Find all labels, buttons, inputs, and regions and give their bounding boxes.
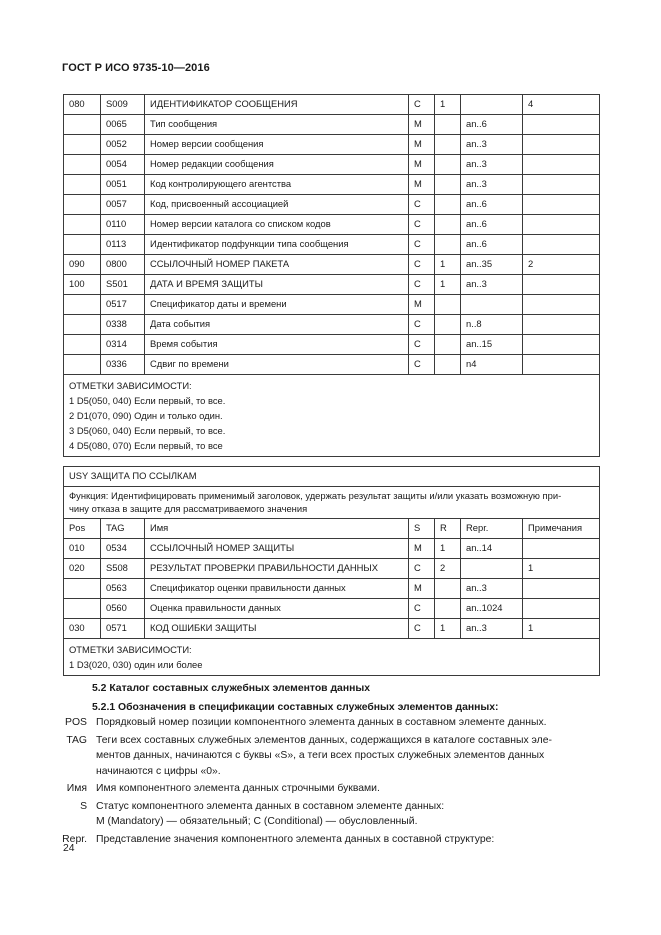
cell-note: 1 [523,619,600,639]
col-header-tag: TAG [101,519,145,539]
cell-pos: 010 [64,539,101,559]
cell-name: ССЫЛОЧНЫЙ НОМЕР ЗАЩИТЫ [145,539,409,559]
definition-text: M (Mandatory) — обязательный; C (Conditional) — обусловленный. [96,816,418,827]
cell-note [523,599,600,619]
dependency-note: 2 D1(070, 090) Один и только один. [69,410,223,421]
definition-text: ментов данных, начинаются с буквы «S», а теги всех простых служебных элементов данных [96,750,545,761]
cell-r: 1 [435,619,461,639]
cell-repr: an..3 [461,579,523,599]
cell-name: ССЫЛОЧНЫЙ НОМЕР ПАКЕТА [145,255,409,275]
cell-r [435,295,461,315]
notes-title: ОТМЕТКИ ЗАВИСИМОСТИ: [69,380,192,391]
table-row [64,115,600,135]
cell-s: C [409,619,435,639]
cell-repr: an..6 [461,115,523,135]
cell-name: Идентификатор подфункции типа сообщения [145,235,409,255]
definition-text: Статус компонентного элемента данных в составном элементе данных: [96,800,445,812]
cell-tag: 0051 [101,175,145,195]
cell-pos [64,155,101,175]
definition-term: TAG [66,734,87,746]
cell-note: 1 [523,559,600,579]
cell-name: РЕЗУЛЬТАТ ПРОВЕРКИ ПРАВИЛЬНОСТИ ДАННЫХ [145,559,409,579]
table-row [64,295,600,315]
cell-note [523,115,600,135]
dependency-notes [64,639,600,676]
cell-note [523,539,600,559]
definition-text: Имя компонентного элемента данных строчными буквами. [96,783,380,794]
notes-title: ОТМЕТКИ ЗАВИСИМОСТИ: [69,644,192,655]
cell-s: M [409,135,435,155]
cell-repr: an..3 [461,619,523,639]
function-line-2: чину отказа в защите для рассматриваемого значения [69,502,308,514]
cell-r: 1 [435,95,461,115]
cell-repr: an..1024 [461,599,523,619]
cell-pos [64,215,101,235]
definition-item [60,781,600,797]
cell-s: C [409,275,435,295]
cell-s: C [409,599,435,619]
cell-s: M [409,539,435,559]
cell-pos: 030 [64,619,101,639]
col-header-r: R [435,519,461,539]
cell-s: C [409,355,435,375]
cell-name: Спецификатор даты и времени [145,295,409,315]
dependency-notes [64,375,600,457]
table-row [64,195,600,215]
cell-pos [64,115,101,135]
cell-pos: 090 [64,255,101,275]
cell-s: C [409,255,435,275]
function-line-1: Функция: Идентифицировать применимый заголовок, удержать результат защиты и/или указать возможную при- [69,490,562,501]
col-header-repr: Repr. [461,519,523,539]
cell-pos [64,335,101,355]
cell-pos [64,599,101,619]
definition-term: POS [65,717,87,728]
table-row [64,619,600,639]
table-row [64,235,600,255]
col-header-pos: Pos [64,519,101,539]
col-header-note: Примечания [523,519,600,539]
cell-tag: 0052 [101,135,145,155]
table-row [64,175,600,195]
cell-tag: 0065 [101,115,145,135]
cell-name: Спецификатор оценки правильности данных [145,579,409,599]
cell-repr: an..3 [461,135,523,155]
cell-tag: 0800 [101,255,145,275]
table-row [64,215,600,235]
cell-s: C [409,335,435,355]
cell-r [435,335,461,355]
cell-r [435,599,461,619]
cell-r [435,155,461,175]
table-row [64,155,600,175]
dependency-note: 1 D3(020, 030) один или более [69,659,203,670]
table-row [64,539,600,559]
cell-name: Номер версии сообщения [145,135,409,155]
cell-tag: S009 [101,95,145,115]
dependency-note: 3 D5(060, 040) Если первый, то все. [69,425,226,436]
cell-repr: an..3 [461,175,523,195]
cell-pos [64,295,101,315]
cell-note: 2 [523,255,600,275]
definition-term: Имя [66,783,87,794]
cell-name: Дата события [145,315,409,335]
cell-pos [64,175,101,195]
cell-tag: 0054 [101,155,145,175]
cell-name: Код, присвоенный ассоциацией [145,195,409,215]
cell-s: M [409,115,435,135]
segment-table-1 [63,94,600,457]
cell-pos [64,195,101,215]
table-row [64,559,600,579]
table-row [64,95,600,115]
cell-name: Тип сообщения [145,115,409,135]
cell-tag: 0534 [101,539,145,559]
cell-s: C [409,559,435,579]
cell-pos [64,235,101,255]
definition-text: Порядковый номер позиции компонентного элемента данных в составном элементе данных. [96,717,547,728]
cell-repr: an..6 [461,235,523,255]
cell-name: Номер версии каталога со списком кодов [145,215,409,235]
table-row [64,135,600,155]
cell-s: C [409,195,435,215]
segment-table-usy [63,466,600,676]
table-row [64,315,600,335]
table-row [64,355,600,375]
cell-r [435,315,461,335]
cell-repr: an..14 [461,539,523,559]
cell-s: C [409,95,435,115]
cell-note [523,215,600,235]
cell-note [523,235,600,255]
cell-repr: an..15 [461,335,523,355]
cell-name: Код контролирующего агентства [145,175,409,195]
header-row [64,519,600,539]
cell-name: КОД ОШИБКИ ЗАЩИТЫ [145,619,409,639]
cell-r [435,235,461,255]
cell-name: Оценка правильности данных [145,599,409,619]
cell-pos: 080 [64,95,101,115]
cell-tag: 0113 [101,235,145,255]
table-row [64,579,600,599]
cell-note [523,175,600,195]
cell-r [435,579,461,599]
cell-note: 4 [523,95,600,115]
cell-s: C [409,215,435,235]
definition-item [60,733,600,780]
cell-tag: 0336 [101,355,145,375]
cell-pos: 020 [64,559,101,579]
cell-tag: 0057 [101,195,145,215]
cell-repr [461,95,523,115]
cell-repr: n4 [461,355,523,375]
section-heading-5-2: 5.2 Каталог составных служебных элементов данных [92,683,371,694]
cell-tag: 0571 [101,619,145,639]
cell-s: M [409,295,435,315]
cell-pos [64,579,101,599]
cell-repr: an..3 [461,155,523,175]
cell-name: Номер редакции сообщения [145,155,409,175]
cell-note [523,295,600,315]
cell-pos [64,315,101,335]
segment-function [64,487,600,519]
segment-title: USY ЗАЩИТА ПО ССЫЛКАМ [64,467,600,487]
cell-r: 1 [435,275,461,295]
definition-item [60,832,600,848]
definition-term: S [80,800,87,812]
cell-note [523,275,600,295]
definitions-list [60,713,600,847]
definition-term: Repr. [62,833,87,845]
cell-repr [461,559,523,579]
table-row [64,599,600,619]
cell-note [523,335,600,355]
cell-repr [461,295,523,315]
cell-note [523,315,600,335]
cell-tag: 0314 [101,335,145,355]
cell-note [523,155,600,175]
cell-tag: S501 [101,275,145,295]
cell-note [523,135,600,155]
cell-repr: an..3 [461,275,523,295]
cell-name: Время события [145,335,409,355]
cell-note [523,355,600,375]
section-heading-5-2-1: 5.2.1 Обозначения в спецификации составных служебных элементов данных: [92,702,499,713]
cell-tag: 0338 [101,315,145,335]
dependency-note: 4 D5(080, 070) Если первый, то все [69,440,223,451]
cell-pos [64,135,101,155]
cell-pos: 100 [64,275,101,295]
cell-tag: 0110 [101,215,145,235]
col-header-s: S [409,519,435,539]
cell-r [435,215,461,235]
cell-name: ИДЕНТИФИКАТОР СООБЩЕНИЯ [145,95,409,115]
cell-note [523,579,600,599]
document-header: ГОСТ Р ИСО 9735-10—2016 [62,62,210,74]
cell-r: 1 [435,539,461,559]
cell-s: M [409,579,435,599]
page-number: 24 [63,843,75,854]
cell-s: M [409,155,435,175]
cell-s: C [409,315,435,335]
cell-r [435,115,461,135]
definition-text: Представление значения компонентного элемента данных в составной структуре: [96,833,495,845]
cell-name: ДАТА И ВРЕМЯ ЗАЩИТЫ [145,275,409,295]
cell-repr: an..6 [461,195,523,215]
cell-pos [64,355,101,375]
dependency-note: 1 D5(050, 040) Если первый, то все. [69,395,226,406]
cell-repr: n..8 [461,315,523,335]
cell-r: 2 [435,559,461,579]
cell-tag: 0563 [101,579,145,599]
cell-tag: S508 [101,559,145,579]
definition-text: начинаются с цифры «0». [96,765,221,777]
table-row [64,255,600,275]
cell-note [523,195,600,215]
cell-tag: 0517 [101,295,145,315]
cell-r: 1 [435,255,461,275]
cell-r [435,135,461,155]
cell-tag: 0560 [101,599,145,619]
cell-repr: an..35 [461,255,523,275]
cell-repr: an..6 [461,215,523,235]
definition-item [60,799,600,830]
cell-s: C [409,235,435,255]
cell-name: Сдвиг по времени [145,355,409,375]
table-row [64,275,600,295]
cell-r [435,175,461,195]
cell-r [435,355,461,375]
cell-r [435,195,461,215]
table-row [64,335,600,355]
definition-text: Теги всех составных служебных элементов данных, содержащихся в каталоге составных эле- [96,734,552,746]
definition-item [60,715,600,731]
col-header-name: Имя [145,519,409,539]
cell-s: M [409,175,435,195]
